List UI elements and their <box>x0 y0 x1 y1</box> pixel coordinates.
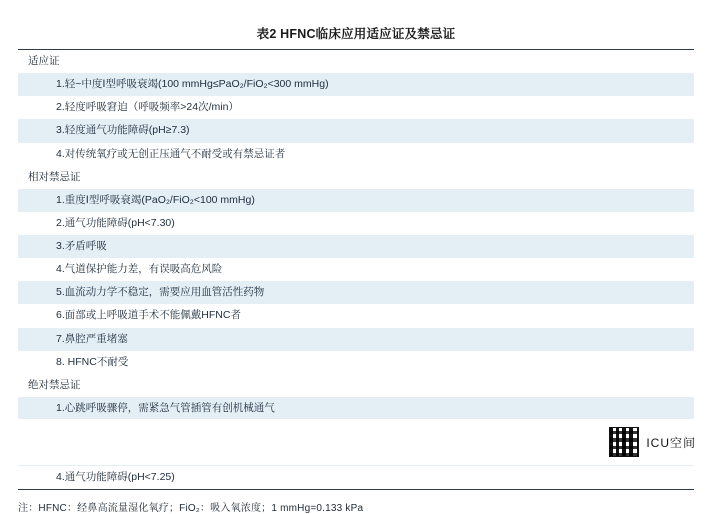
table-row <box>18 73 694 96</box>
table-cell-text: 4.通气功能障碍(pH<7.25) <box>56 471 175 484</box>
table-footnote: 注：HFNC：经鼻高流量湿化氧疗；FiO₂：吸入氧浓度；1 mmHg=0.133 kPa <box>18 503 364 514</box>
table-cell-text: 5.血流动力学不稳定，需要应用血管活性药物 <box>56 286 265 299</box>
table-row <box>18 466 694 489</box>
table-row <box>18 351 694 374</box>
table-row <box>18 304 694 327</box>
table-row <box>18 189 694 212</box>
table-cell-text: 1.重度Ⅰ型呼吸衰竭(PaO₂/FiO₂<100 mmHg) <box>56 193 255 206</box>
table-cell-text: 1.轻~中度Ⅰ型呼吸衰竭(100 mmHg≤PaO₂/FiO₂<300 mmHg) <box>56 78 329 91</box>
qr-code-icon[interactable] <box>609 427 639 457</box>
table-row <box>18 143 694 166</box>
page-title: 表2 HFNC临床应用适应证及禁忌证 <box>256 27 456 41</box>
table-row <box>18 96 694 119</box>
table-section-header <box>18 374 694 397</box>
table-row <box>18 258 694 281</box>
section-header-label: 适应证 <box>28 55 60 67</box>
table-cell-text: 2.通气功能障碍(pH<7.30) <box>56 216 175 229</box>
table-cell-text: 6.面部或上呼吸道手术不能佩戴HFNC者 <box>56 309 241 322</box>
table-row <box>18 119 694 142</box>
table-cell-text: 3.矛盾呼吸 <box>56 240 107 252</box>
table-section-header <box>18 50 694 73</box>
table-section-header <box>18 166 694 189</box>
table-cell-text: 1.心跳呼吸骤停，需紧急气管插管有创机械通气 <box>56 401 275 414</box>
wechat-account-badge[interactable] <box>609 427 696 457</box>
page-footer <box>0 419 712 465</box>
table-row <box>18 281 694 304</box>
table-cell-text: 3.轻度通气功能障碍(pH≥7.3) <box>56 124 190 137</box>
table-row <box>18 212 694 235</box>
table-cell-text: 4.对传统氧疗或无创正压通气不耐受或有禁忌证者 <box>56 147 286 160</box>
table-row <box>18 235 694 258</box>
account-name-label: ICU空间 <box>646 435 696 450</box>
table-cell-text: 8. HFNC不耐受 <box>56 355 129 368</box>
table-cell-text: 7.鼻腔严重堵塞 <box>56 332 128 345</box>
section-header-label: 绝对禁忌证 <box>28 378 81 391</box>
table-row <box>18 328 694 351</box>
table-cell-text: 2.轻度呼吸窘迫（呼吸频率>24次/min） <box>56 101 239 114</box>
section-header-label: 相对禁忌证 <box>28 170 81 183</box>
table-row <box>18 397 694 420</box>
table-cell-text: 4.气道保护能力差，有误吸高危风险 <box>56 263 223 276</box>
